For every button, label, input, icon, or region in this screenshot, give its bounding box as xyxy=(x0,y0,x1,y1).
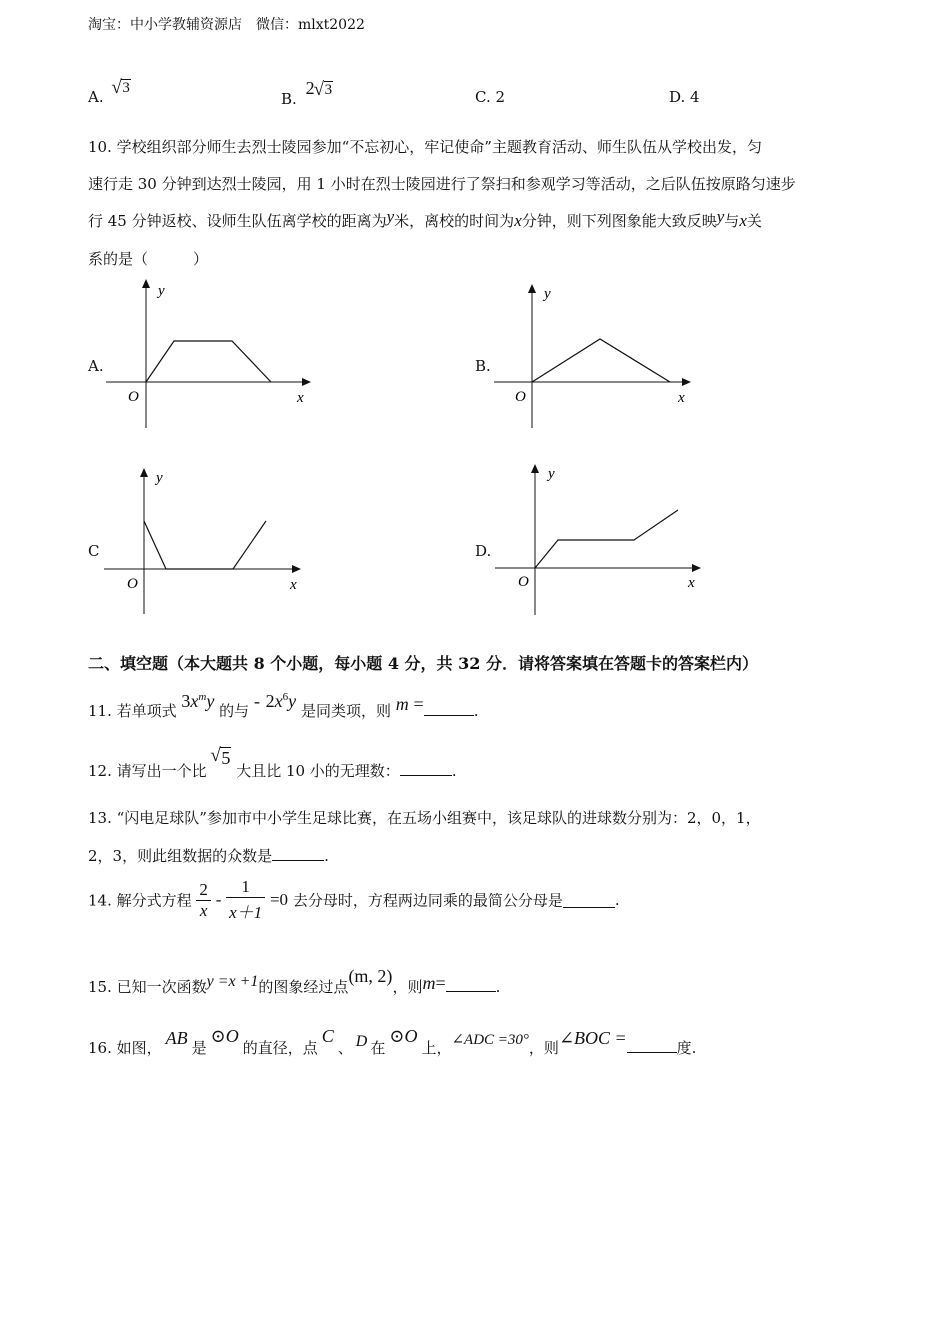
q16-answer-blank[interactable] xyxy=(627,1038,677,1053)
q11-term1-exp: m xyxy=(198,691,207,703)
q16 xyxy=(88,1026,697,1058)
q15-eq: = xyxy=(435,973,446,993)
header-watermark: 淘宝：中小学教辅资源店 微信：mlxt2022 xyxy=(88,17,365,33)
graph-a-x-label: x xyxy=(297,390,304,406)
q14 xyxy=(88,877,620,923)
graph-c-x-label: x xyxy=(290,577,297,593)
q16-angle-boc: ∠BOC = xyxy=(558,1028,627,1048)
q11-eq: = xyxy=(413,694,424,714)
q11-term1-var: x xyxy=(190,691,199,711)
q16-zai: 在 xyxy=(370,1039,386,1057)
q9-option-b xyxy=(281,78,333,109)
q16-ab: AB xyxy=(165,1028,188,1048)
section-2-title: 二、填空题（本大题共 8 个小题，每小题 4 分，共 32 分．请将答案填在答题卡的答案栏内） xyxy=(88,654,758,673)
q14-fraction-2 xyxy=(226,877,265,923)
q15-mid: 的图象经过点 xyxy=(258,978,349,996)
q15-m-var: m xyxy=(422,973,436,993)
q16-angle-adc: ∠ADC =30° xyxy=(451,1032,529,1048)
q13-line-2-text: 2，3，则此组数据的众数是 xyxy=(88,847,273,865)
q12-prefix: 12. 请写出一个比 xyxy=(88,762,207,780)
q11-answer-blank[interactable] xyxy=(424,701,474,716)
q16-circle-o-1: ⊙O xyxy=(210,1026,239,1046)
q16-diam: 的直径，点 xyxy=(242,1039,318,1057)
q11-term1 xyxy=(181,691,214,712)
q14-f1-num: 2 xyxy=(196,880,211,901)
graph-d xyxy=(490,458,715,618)
q15-answer-blank[interactable] xyxy=(446,977,496,992)
graph-d-label: D. xyxy=(475,542,492,560)
q12-suffix: 大且比 10 小的无理数： xyxy=(236,762,400,780)
graph-c xyxy=(100,462,320,617)
q15-function: y =x +1 xyxy=(206,973,259,990)
q16-circle-o-2: ⊙O xyxy=(389,1026,418,1046)
q16-dun: 、 xyxy=(337,1039,353,1057)
q9-option-a-sqrt xyxy=(112,80,131,97)
q10-line-3-d: 与 xyxy=(724,212,740,230)
graph-a-origin: O xyxy=(128,389,139,405)
q16-shi: 是 xyxy=(191,1039,207,1057)
q10-line-3 xyxy=(88,207,762,231)
q10-line-3-b: 米，离校的时间为 xyxy=(394,212,515,230)
q15 xyxy=(88,966,501,997)
q9-option-b-label: B. xyxy=(281,90,297,108)
q14-minus: - xyxy=(215,890,222,909)
graph-d-x-label: x xyxy=(688,575,695,591)
graph-b-label: B. xyxy=(475,357,491,375)
q14-f2-num: 1 xyxy=(226,877,265,898)
q11-term2-var2: y xyxy=(288,691,297,711)
q9-option-b-sqrt xyxy=(315,82,334,99)
q11-suffix: 是同类项，则 xyxy=(300,702,391,720)
q10-var-x-2: x xyxy=(739,211,747,230)
q14-eq0: =0 xyxy=(269,890,289,909)
q16-point-c: C xyxy=(321,1026,334,1046)
q15-prefix: 15. 已知一次函数 xyxy=(88,978,207,996)
q11-term2-sign: - xyxy=(253,691,260,711)
graph-b-x-label: x xyxy=(678,390,685,406)
q16-shang: 上， xyxy=(421,1039,452,1057)
graph-c-origin: O xyxy=(127,576,138,592)
q9-option-b-coef: 2 xyxy=(305,78,315,98)
q9-option-b-radicand: 3 xyxy=(324,82,333,98)
q15-end: . xyxy=(495,978,501,996)
q11-term2 xyxy=(254,691,296,712)
graph-a-label: A. xyxy=(88,357,104,375)
graph-b-y-label: y xyxy=(544,286,551,302)
q12 xyxy=(88,748,457,781)
q11 xyxy=(88,691,479,721)
graph-d-y-label: y xyxy=(548,466,555,482)
q9-option-c: C. 2 xyxy=(475,88,506,106)
q14-end: . xyxy=(614,891,620,909)
q11-end: . xyxy=(473,702,479,720)
graph-d-origin: O xyxy=(518,574,529,590)
q14-answer-blank[interactable] xyxy=(563,893,615,908)
q15-comma: ，则 xyxy=(392,978,423,996)
q13-line-1: 13. “闪电足球队”参加市中小学生足球比赛，在五场小组赛中，该足球队的进球数分别为：2，0，1， xyxy=(88,809,761,827)
q13-answer-blank[interactable] xyxy=(272,846,324,861)
q11-term1-coef: 3 xyxy=(181,691,191,711)
graph-a-y-label: y xyxy=(158,283,165,299)
graph-b-origin: O xyxy=(515,389,526,405)
q16-prefix: 16. 如图， xyxy=(88,1039,162,1057)
q12-end: . xyxy=(451,762,457,780)
q10-line-3-c: 分钟，则下列图象能大致反映 xyxy=(521,212,717,230)
q16-comma: ，则 xyxy=(528,1039,559,1057)
q11-m-var: m xyxy=(395,694,409,714)
q11-term1-var2: y xyxy=(206,691,215,711)
q14-f1-den: x xyxy=(199,900,208,920)
graph-a xyxy=(100,275,320,435)
q9-option-d: D. 4 xyxy=(669,88,700,106)
q14-f2-den: x＋1 xyxy=(229,903,263,922)
q13-end: . xyxy=(324,847,329,865)
q9-option-a-radicand: 3 xyxy=(122,80,130,96)
q11-term2-coef: 2 xyxy=(265,691,275,711)
q16-end: 度. xyxy=(676,1039,697,1057)
q12-sqrt xyxy=(211,748,231,769)
q10-line-1: 10. 学校组织部分师生去烈士陵园参加“不忘初心，牢记使命”主题教育活动、师生队伍从学校出发，匀 xyxy=(88,138,762,156)
q13-line-2 xyxy=(88,845,329,866)
q16-point-d: D xyxy=(355,1033,368,1050)
q10-line-3-a: 行 45 分钟返校、设师生队伍离学校的距离为 xyxy=(88,212,387,230)
q12-radicand: 5 xyxy=(221,748,231,768)
q10-line-4: 系的是（ ） xyxy=(88,250,209,268)
graph-c-y-label: y xyxy=(156,470,163,486)
q10-line-2: 速行走 30 分钟到达烈士陵园，用 1 小时在烈士陵园进行了祭扫和参观学习等活动，之后队伍按原路匀速步 xyxy=(88,175,796,193)
q15-point: (m, 2) xyxy=(348,966,393,986)
q11-term2-exp: 6 xyxy=(282,691,289,703)
q11-mid: 的与 xyxy=(219,702,250,720)
q9-option-a-label: A. xyxy=(88,88,104,106)
q9-option-a xyxy=(88,80,131,107)
q14-fraction-1 xyxy=(196,880,211,921)
q10-var-y-2: y xyxy=(716,207,725,226)
graph-c-label: C xyxy=(88,542,100,560)
graph-b xyxy=(490,280,710,435)
q14-suffix: 去分母时，方程两边同乘的最简公分母是 xyxy=(292,891,563,910)
q10-var-x: x xyxy=(514,211,522,230)
q10-line-3-e: 关 xyxy=(746,212,762,230)
q14-prefix: 14. 解分式方程 xyxy=(88,891,192,910)
q11-prefix: 11. 若单项式 xyxy=(88,702,177,720)
q11-term2-var: x xyxy=(274,691,283,711)
q12-answer-blank[interactable] xyxy=(400,761,452,776)
q10-var-y: y xyxy=(386,207,395,226)
